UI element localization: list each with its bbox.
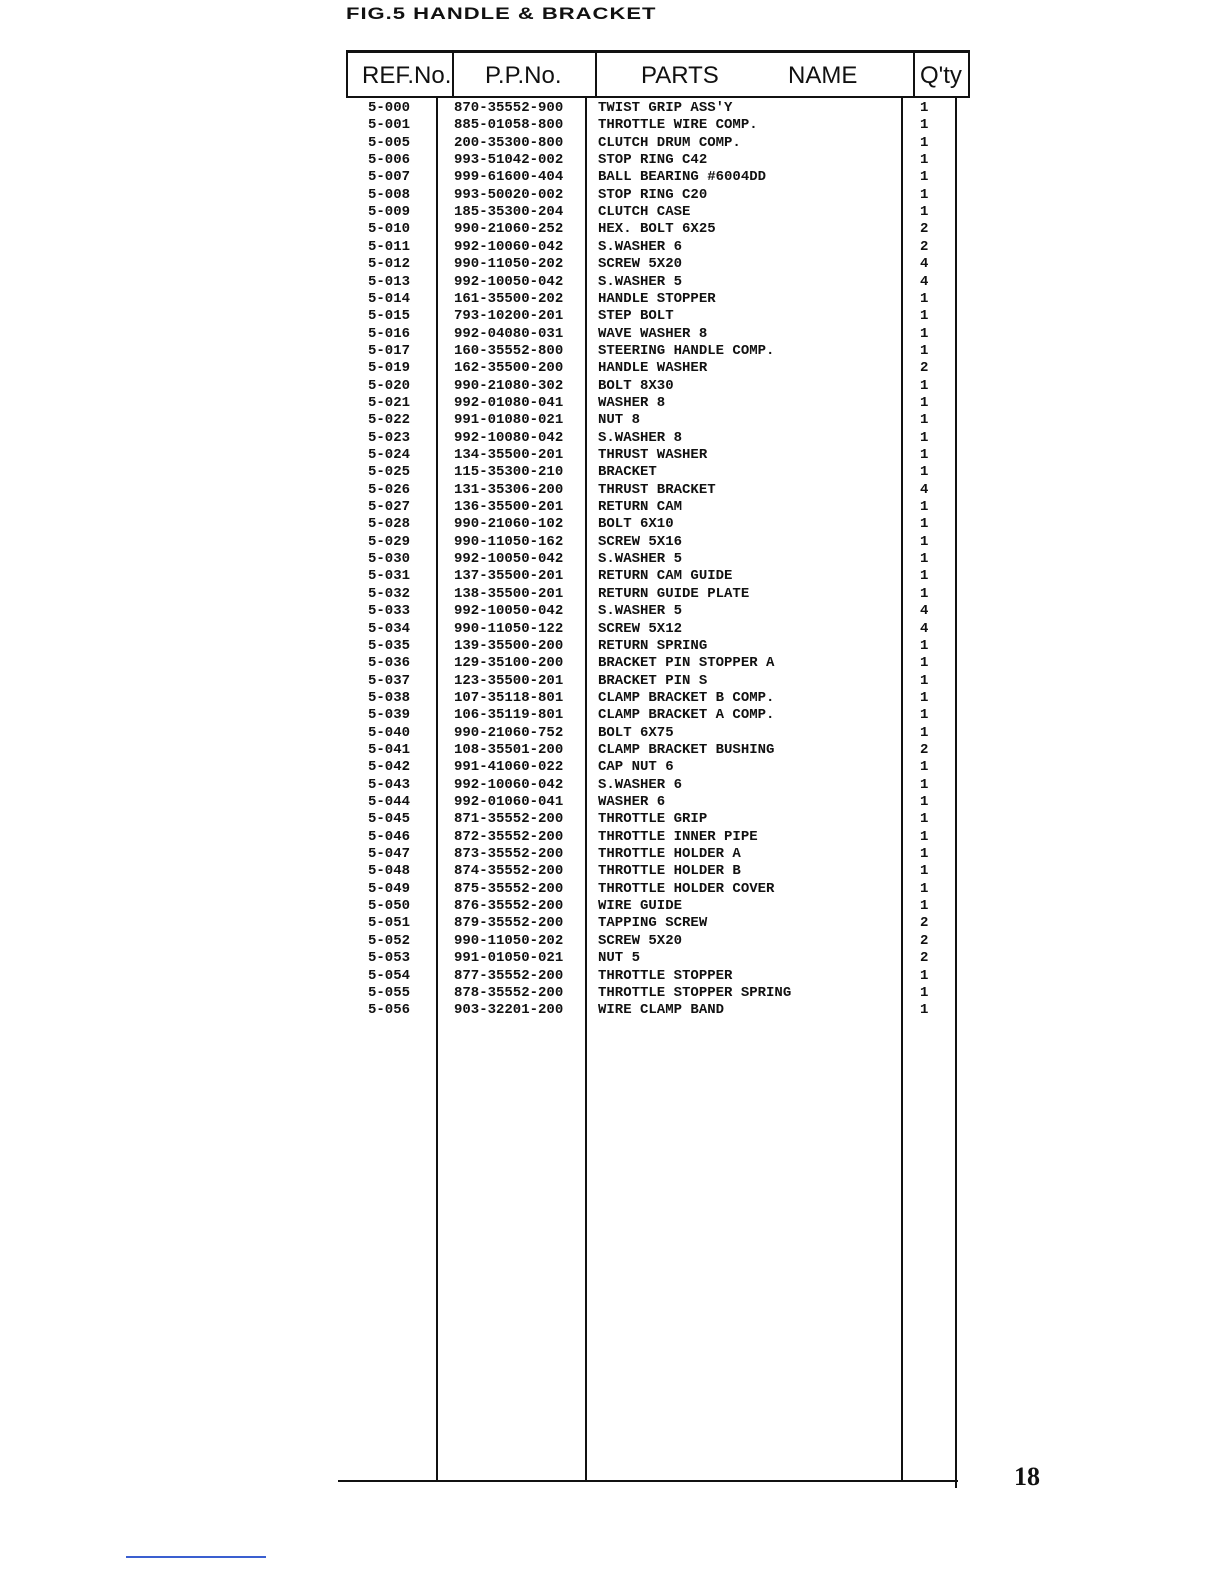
pp-no-cell: 990-11050-122 [454, 620, 564, 637]
part-name-cell: S.WASHER 5 [598, 551, 683, 568]
ref-cell: 5-035 [368, 637, 411, 654]
table-top-border [346, 50, 970, 53]
pp-no-cell: 160-35552-800 [454, 342, 564, 359]
ref-cell: 5-045 [368, 811, 411, 828]
part-name-cell: BRACKET PIN S [598, 672, 708, 689]
part-name-cell: RETURN CAM GUIDE [598, 568, 733, 585]
pp-no-cell: 993-51042-002 [454, 152, 564, 169]
table-row [338, 100, 970, 117]
qty-cell: 2 [920, 238, 929, 255]
ref-cell: 5-028 [368, 516, 411, 533]
table-row [338, 621, 970, 638]
ref-cell: 5-025 [368, 464, 411, 481]
qty-cell: 1 [920, 117, 929, 134]
pp-no-cell: 107-35118-801 [454, 689, 564, 706]
qty-cell: 1 [920, 533, 929, 550]
qty-cell: 1 [920, 429, 929, 446]
pp-no-cell: 990-11050-202 [454, 256, 564, 273]
qty-cell: 1 [920, 169, 929, 186]
part-name-cell: BRACKET [598, 464, 657, 481]
table-row [338, 707, 970, 724]
qty-cell: 1 [920, 134, 929, 151]
part-name-cell: RETURN SPRING [598, 637, 708, 654]
ref-cell: 5-036 [368, 655, 411, 672]
table-row [338, 360, 970, 377]
table-row [338, 950, 970, 967]
qty-cell: 1 [920, 100, 929, 116]
table-row [338, 482, 970, 499]
qty-cell: 1 [920, 152, 929, 169]
table-row [338, 829, 970, 846]
ref-cell: 5-017 [368, 342, 411, 359]
pp-no-cell: 115-35300-210 [454, 464, 564, 481]
table-row [338, 794, 970, 811]
qty-cell: 1 [920, 308, 929, 325]
ref-cell: 5-027 [368, 499, 411, 516]
part-name-cell: STEERING HANDLE COMP. [598, 342, 775, 359]
ref-cell: 5-042 [368, 759, 411, 776]
table-row [338, 777, 970, 794]
qty-cell: 4 [920, 603, 929, 620]
ref-cell: 5-019 [368, 360, 411, 377]
pp-no-cell: 992-10050-042 [454, 273, 564, 290]
part-name-cell: CAP NUT 6 [598, 759, 674, 776]
ref-cell: 5-010 [368, 221, 411, 238]
table-row [338, 863, 970, 880]
part-name-cell: TWIST GRIP ASS'Y [598, 100, 733, 116]
part-name-cell: WIRE GUIDE [598, 898, 683, 915]
table-right-border [968, 50, 970, 98]
ref-cell: 5-030 [368, 551, 411, 568]
header-bottom-border [346, 96, 970, 98]
part-name-cell: CLUTCH DRUM COMP. [598, 134, 741, 151]
pp-no-cell: 875-35552-200 [454, 880, 564, 897]
pp-no-cell: 185-35300-204 [454, 204, 564, 221]
pp-no-cell: 137-35500-201 [454, 568, 564, 585]
ref-cell: 5-000 [368, 100, 411, 116]
pp-no-cell: 992-04080-031 [454, 325, 564, 342]
table-row [338, 985, 970, 1002]
header-pp-no: P.P.No. [485, 62, 562, 89]
ref-cell: 5-007 [368, 169, 411, 186]
pp-no-cell: 872-35552-200 [454, 828, 564, 845]
pp-no-cell: 106-35119-801 [454, 707, 564, 724]
col-divider-pp [595, 50, 597, 98]
table-row [338, 412, 970, 429]
part-name-cell: WIRE CLAMP BAND [598, 1002, 725, 1019]
header-ref-no: REF.No. [362, 62, 452, 89]
part-name-cell: TAPPING SCREW [598, 915, 708, 932]
table-row [338, 152, 970, 169]
header-name: NAME [788, 62, 858, 89]
ref-cell: 5-011 [368, 238, 411, 255]
table-row [338, 169, 970, 186]
ref-cell: 5-015 [368, 308, 411, 325]
table-row [338, 239, 970, 256]
ref-cell: 5-039 [368, 707, 411, 724]
ref-cell: 5-009 [368, 204, 411, 221]
pp-no-cell: 990-21080-302 [454, 377, 564, 394]
table-row [338, 291, 970, 308]
pp-no-cell: 876-35552-200 [454, 898, 564, 915]
qty-cell: 1 [920, 568, 929, 585]
table-row [338, 811, 970, 828]
table-row [338, 204, 970, 221]
part-name-cell: RETURN GUIDE PLATE [598, 585, 750, 602]
qty-cell: 1 [920, 811, 929, 828]
table-left-border [346, 50, 348, 98]
table-row [338, 725, 970, 742]
table-row [338, 343, 970, 360]
part-name-cell: WAVE WASHER 8 [598, 325, 708, 342]
pp-no-cell: 992-10050-042 [454, 603, 564, 620]
pp-no-cell: 878-35552-200 [454, 984, 564, 1001]
ref-cell: 5-048 [368, 863, 411, 880]
part-name-cell: BOLT 6X10 [598, 516, 674, 533]
ref-cell: 5-054 [368, 967, 411, 984]
table-row [338, 274, 970, 291]
ref-cell: 5-033 [368, 603, 411, 620]
ref-cell: 5-052 [368, 932, 411, 949]
part-name-cell: SCREW 5X20 [598, 932, 683, 949]
footer-link-line [126, 1556, 266, 1558]
pp-no-cell: 903-32201-200 [454, 1002, 564, 1019]
part-name-cell: STOP RING C20 [598, 186, 708, 203]
part-name-cell: WASHER 6 [598, 794, 666, 810]
pp-no-cell: 990-21060-752 [454, 724, 564, 741]
part-name-cell: THROTTLE INNER PIPE [598, 828, 758, 845]
table-row [338, 395, 970, 412]
table-row [338, 759, 970, 776]
qty-cell: 1 [920, 794, 929, 810]
pp-no-cell: 108-35501-200 [454, 741, 564, 758]
qty-cell: 1 [920, 776, 929, 793]
part-name-cell: HEX. BOLT 6X25 [598, 221, 716, 238]
table-row [338, 221, 970, 238]
col-divider-name [913, 50, 915, 98]
part-name-cell: CLAMP BRACKET BUSHING [598, 741, 775, 758]
qty-cell: 1 [920, 447, 929, 463]
qty-cell: 1 [920, 464, 929, 481]
pp-no-cell: 162-35500-200 [454, 360, 564, 377]
table-row [338, 534, 970, 551]
qty-cell: 4 [920, 273, 929, 290]
pp-no-cell: 138-35500-201 [454, 585, 564, 602]
table-row [338, 638, 970, 655]
page-number: 18 [1014, 1462, 1040, 1491]
ref-cell: 5-050 [368, 898, 411, 915]
qty-cell: 1 [920, 394, 929, 411]
table-row [338, 968, 970, 985]
qty-cell: 1 [920, 204, 929, 221]
ref-cell: 5-020 [368, 377, 411, 394]
table-row [338, 447, 970, 464]
pp-no-cell: 990-11050-202 [454, 932, 564, 949]
table-row [338, 308, 970, 325]
part-name-cell: THROTTLE HOLDER A [598, 846, 741, 863]
pp-no-cell: 993-50020-002 [454, 186, 564, 203]
qty-cell: 1 [920, 342, 929, 359]
part-name-cell: THROTTLE STOPPER SPRING [598, 984, 792, 1001]
pp-no-cell: 136-35500-201 [454, 499, 564, 516]
part-name-cell: CLAMP BRACKET B COMP. [598, 689, 775, 706]
table-row [338, 933, 970, 950]
table-row [338, 898, 970, 915]
pp-no-cell: 871-35552-200 [454, 811, 564, 828]
part-name-cell: S.WASHER 8 [598, 429, 683, 446]
part-name-cell: HANDLE WASHER [598, 360, 708, 377]
ref-cell: 5-040 [368, 724, 411, 741]
ref-cell: 5-014 [368, 290, 411, 307]
ref-cell: 5-029 [368, 533, 411, 550]
table-row [338, 742, 970, 759]
table-row [338, 568, 970, 585]
ref-cell: 5-012 [368, 256, 411, 273]
qty-cell: 2 [920, 932, 929, 949]
qty-cell: 2 [920, 360, 929, 377]
part-name-cell: THROTTLE WIRE COMP. [598, 117, 758, 134]
pp-no-cell: 879-35552-200 [454, 915, 564, 932]
ref-cell: 5-055 [368, 984, 411, 1001]
page-title: FIG.5 HANDLE & BRACKET [346, 4, 657, 23]
part-name-cell: S.WASHER 6 [598, 776, 683, 793]
pp-no-cell: 992-10080-042 [454, 429, 564, 446]
ref-cell: 5-021 [368, 394, 411, 411]
table-row [338, 551, 970, 568]
qty-cell: 1 [920, 984, 929, 1001]
qty-cell: 1 [920, 551, 929, 568]
ref-cell: 5-047 [368, 846, 411, 863]
ref-cell: 5-041 [368, 741, 411, 758]
qty-cell: 1 [920, 759, 929, 776]
table-row [338, 690, 970, 707]
part-name-cell: SCREW 5X20 [598, 256, 683, 273]
table-row [338, 1002, 970, 1019]
part-name-cell: STOP RING C42 [598, 152, 708, 169]
pp-no-cell: 129-35100-200 [454, 655, 564, 672]
qty-cell: 1 [920, 499, 929, 516]
table-row [338, 135, 970, 152]
qty-cell: 2 [920, 950, 929, 967]
part-name-cell: NUT 8 [598, 412, 641, 429]
qty-cell: 2 [920, 915, 929, 932]
qty-cell: 1 [920, 863, 929, 880]
pp-no-cell: 200-35300-800 [454, 134, 564, 151]
ref-cell: 5-038 [368, 689, 411, 706]
qty-cell: 1 [920, 828, 929, 845]
ref-cell: 5-016 [368, 325, 411, 342]
qty-cell: 1 [920, 585, 929, 602]
pp-no-cell: 877-35552-200 [454, 967, 564, 984]
pp-no-cell: 874-35552-200 [454, 863, 564, 880]
qty-cell: 1 [920, 967, 929, 984]
part-name-cell: CLAMP BRACKET A COMP. [598, 707, 775, 724]
table-row [338, 187, 970, 204]
table-row [338, 378, 970, 395]
header-qty: Q'ty [920, 62, 962, 89]
qty-cell: 1 [920, 707, 929, 724]
ref-cell: 5-024 [368, 447, 411, 463]
ref-cell: 5-056 [368, 1002, 411, 1019]
qty-cell: 1 [920, 377, 929, 394]
ref-cell: 5-053 [368, 950, 411, 967]
qty-cell: 2 [920, 221, 929, 238]
part-name-cell: BALL BEARING #6004DD [598, 169, 767, 186]
pp-no-cell: 992-01060-041 [454, 794, 564, 810]
part-name-cell: THRUST BRACKET [598, 481, 716, 498]
qty-cell: 1 [920, 724, 929, 741]
pp-no-cell: 990-11050-162 [454, 533, 564, 550]
table-row [338, 586, 970, 603]
pp-no-cell: 885-01058-800 [454, 117, 564, 134]
pp-no-cell: 161-35500-202 [454, 290, 564, 307]
qty-cell: 4 [920, 481, 929, 498]
pp-no-cell: 990-21060-102 [454, 516, 564, 533]
pp-no-cell: 990-21060-252 [454, 221, 564, 238]
table-row [338, 846, 970, 863]
qty-cell: 1 [920, 672, 929, 689]
pp-no-cell: 992-10060-042 [454, 776, 564, 793]
ref-cell: 5-037 [368, 672, 411, 689]
table-row [338, 117, 970, 134]
pp-no-cell: 123-35500-201 [454, 672, 564, 689]
part-name-cell: BRACKET PIN STOPPER A [598, 655, 775, 672]
part-name-cell: BOLT 8X30 [598, 377, 674, 394]
qty-cell: 2 [920, 741, 929, 758]
qty-cell: 1 [920, 689, 929, 706]
pp-no-cell: 991-01080-021 [454, 412, 564, 429]
qty-cell: 1 [920, 516, 929, 533]
pp-no-cell: 991-01050-021 [454, 950, 564, 967]
part-name-cell: SCREW 5X12 [598, 620, 683, 637]
qty-cell: 1 [920, 1002, 929, 1019]
ref-cell: 5-031 [368, 568, 411, 585]
ref-cell: 5-008 [368, 186, 411, 203]
table-row [338, 881, 970, 898]
part-name-cell: STEP BOLT [598, 308, 674, 325]
part-name-cell: RETURN CAM [598, 499, 683, 516]
part-name-cell: S.WASHER 5 [598, 603, 683, 620]
qty-cell: 1 [920, 412, 929, 429]
table-row [338, 655, 970, 672]
part-name-cell: S.WASHER 6 [598, 238, 683, 255]
ref-cell: 5-006 [368, 152, 411, 169]
table-bottom-border [338, 1480, 958, 1482]
table-row [338, 915, 970, 932]
pp-no-cell: 131-35306-200 [454, 481, 564, 498]
pp-no-cell: 793-10200-201 [454, 308, 564, 325]
table-row [338, 326, 970, 343]
table-row [338, 603, 970, 620]
part-name-cell: SCREW 5X16 [598, 533, 683, 550]
part-name-cell: THROTTLE GRIP [598, 811, 708, 828]
table-row [338, 256, 970, 273]
pp-no-cell: 873-35552-200 [454, 846, 564, 863]
table-row [338, 430, 970, 447]
part-name-cell: HANDLE STOPPER [598, 290, 716, 307]
ref-cell: 5-023 [368, 429, 411, 446]
pp-no-cell: 992-10050-042 [454, 551, 564, 568]
qty-cell: 1 [920, 290, 929, 307]
ref-cell: 5-049 [368, 880, 411, 897]
part-name-cell: THROTTLE STOPPER [598, 967, 733, 984]
table-row [338, 499, 970, 516]
ref-cell: 5-026 [368, 481, 411, 498]
part-name-cell: CLUTCH CASE [598, 204, 691, 221]
part-name-cell: THRUST WASHER [598, 447, 708, 463]
pp-no-cell: 991-41060-022 [454, 759, 564, 776]
ref-cell: 5-001 [368, 117, 411, 134]
table-row [338, 673, 970, 690]
ref-cell: 5-005 [368, 134, 411, 151]
qty-cell: 1 [920, 637, 929, 654]
header-parts: PARTS [641, 62, 719, 89]
ref-cell: 5-051 [368, 915, 411, 932]
pp-no-cell: 992-10060-042 [454, 238, 564, 255]
ref-cell: 5-032 [368, 585, 411, 602]
ref-cell: 5-022 [368, 412, 411, 429]
part-name-cell: THROTTLE HOLDER B [598, 863, 741, 880]
part-name-cell: NUT 5 [598, 950, 641, 967]
pp-no-cell: 870-35552-900 [454, 100, 564, 116]
ref-cell: 5-046 [368, 828, 411, 845]
ref-cell: 5-034 [368, 620, 411, 637]
pp-no-cell: 139-35500-200 [454, 637, 564, 654]
qty-cell: 4 [920, 620, 929, 637]
ref-cell: 5-013 [368, 273, 411, 290]
table-row [338, 516, 970, 533]
pp-no-cell: 999-61600-404 [454, 169, 564, 186]
qty-cell: 1 [920, 186, 929, 203]
qty-cell: 1 [920, 325, 929, 342]
table-row [338, 464, 970, 481]
ref-cell: 5-043 [368, 776, 411, 793]
qty-cell: 1 [920, 846, 929, 863]
part-name-cell: THROTTLE HOLDER COVER [598, 880, 775, 897]
qty-cell: 1 [920, 655, 929, 672]
pp-no-cell: 134-35500-201 [454, 447, 564, 463]
qty-cell: 1 [920, 898, 929, 915]
part-name-cell: WASHER 8 [598, 394, 666, 411]
qty-cell: 4 [920, 256, 929, 273]
qty-cell: 1 [920, 880, 929, 897]
part-name-cell: S.WASHER 5 [598, 273, 683, 290]
part-name-cell: BOLT 6X75 [598, 724, 674, 741]
col-divider-ref [452, 50, 454, 98]
pp-no-cell: 992-01080-041 [454, 394, 564, 411]
ref-cell: 5-044 [368, 794, 411, 810]
